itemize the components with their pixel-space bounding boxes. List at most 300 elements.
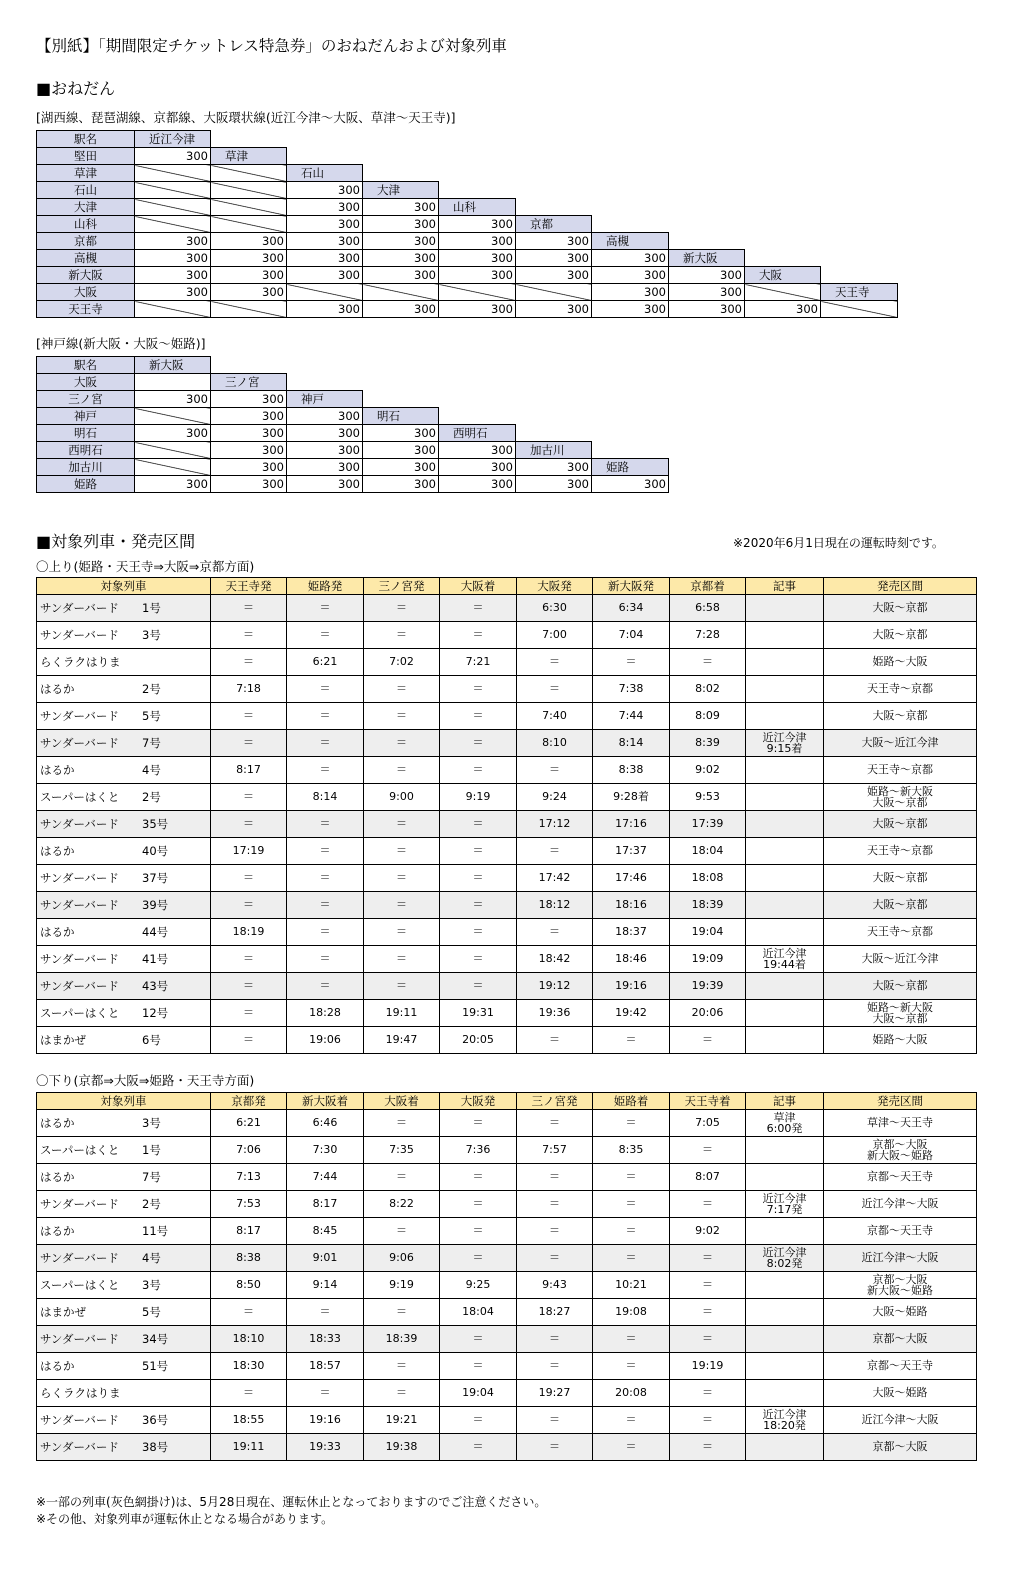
station-name: 新大阪 [37,267,135,284]
footnote-1: ※一部の列車(灰色網掛け)は、5月28日現在、運転休止となっておりますのでご注意ください。 [36,1495,547,1509]
sale-section-line: 大阪～京都 [872,601,928,615]
train-name: サンダーバード [40,1413,119,1427]
empty-cell [592,357,669,374]
fare-value: 300 [135,425,211,442]
time-cell: 19:04 [670,919,746,946]
station-name: 山科 [37,216,135,233]
train-row [37,838,977,865]
fare-value: 300 [211,459,287,476]
time-cell: ＝ [440,1245,517,1272]
empty-cell [516,182,592,199]
time-cell: ＝ [593,1164,670,1191]
train-name: サンダーバード [40,1332,119,1346]
sale-section-line: 天王寺～京都 [867,844,933,858]
empty-cell [821,182,898,199]
train-name: サンダーバード [40,1251,119,1265]
train-cell [37,892,211,919]
sale-section-line: 近江今津～大阪 [861,1197,939,1211]
empty-cell [287,374,363,391]
note-cell [746,1027,824,1054]
note-cell [746,838,824,865]
sale-section-line: 大阪～京都 [872,817,928,831]
station-name: 天王寺 [821,284,898,301]
sale-section-cell [824,919,977,946]
time-cell: ＝ [440,946,517,973]
train-row [37,865,977,892]
column-header: 京都発 [211,1093,287,1110]
empty-cell [363,374,439,391]
fare-value: 300 [592,301,669,318]
column-header: 記事 [746,578,824,595]
document-title: 【別紙】「期間限定チケットレス特急券」のおねだんおよび対象列車 [36,37,507,55]
sale-section-cell [824,622,977,649]
time-cell: 7:04 [593,622,670,649]
empty-cell [516,374,592,391]
time-cell: ＝ [440,865,517,892]
fare-value: 300 [363,199,439,216]
train-cell [37,676,211,703]
fare-value: 300 [135,391,211,408]
time-cell: 9:43 [517,1272,593,1299]
time-cell: ＝ [364,892,440,919]
train-name: サンダーバード [40,898,119,912]
time-cell: 8:17 [287,1191,364,1218]
time-cell: ＝ [287,730,364,757]
time-cell: 7:18 [211,676,287,703]
station-name: 高槻 [37,250,135,267]
train-row [37,1272,977,1299]
time-cell: 19:16 [593,973,670,1000]
time-cell: ＝ [670,1326,746,1353]
fare-value: 300 [211,267,287,284]
column-header: 発売区間 [824,1093,977,1110]
empty-cell [745,250,821,267]
sale-section-cell [824,676,977,703]
train-cell [37,919,211,946]
train-cell [37,811,211,838]
time-cell: ＝ [287,676,364,703]
note-cell [746,703,824,730]
time-cell: 7:21 [440,649,517,676]
train-row [37,649,977,676]
sale-section-cell [824,1218,977,1245]
not-applicable-cell [211,301,287,318]
empty-cell [516,199,592,216]
fare-value: 300 [439,250,516,267]
fare-value: 300 [592,250,669,267]
note-cell [746,1191,824,1218]
station-name: 大阪 [745,267,821,284]
note-cell [746,757,824,784]
time-cell: 18:39 [670,892,746,919]
empty-cell [669,131,745,148]
time-cell: ＝ [517,1191,593,1218]
train-number: 4号 [142,1251,161,1265]
train-row [37,784,977,811]
train-name: サンダーバード [40,709,119,723]
time-cell: 8:38 [593,757,670,784]
train-number: 34号 [142,1332,169,1346]
sale-section-cell [824,865,977,892]
train-row [37,676,977,703]
note-cell [746,1407,824,1434]
empty-cell [745,216,821,233]
fare-value: 300 [363,216,439,233]
note-cell [746,1353,824,1380]
fare-value: 300 [287,199,363,216]
empty-cell [516,148,592,165]
fare-value: 300 [211,476,287,493]
empty-cell [821,199,898,216]
train-name: スーパーはくと [40,1278,120,1292]
not-applicable-cell [363,284,439,301]
train-cell [37,649,211,676]
fare-value: 300 [516,301,592,318]
fare-value [135,374,211,391]
sale-section-cell [824,1326,977,1353]
fare-value: 300 [287,459,363,476]
empty-cell [592,148,669,165]
empty-cell [516,357,592,374]
time-cell: 19:16 [287,1407,364,1434]
time-cell: ＝ [287,865,364,892]
note-cell [746,1164,824,1191]
sale-section-line: 大阪～京都 [872,628,928,642]
time-cell: ＝ [211,622,287,649]
empty-cell [669,182,745,199]
time-cell: ＝ [211,703,287,730]
train-cell [37,784,211,811]
time-cell: 10:21 [593,1272,670,1299]
note-line: 近江今津 [762,730,807,744]
sale-section-line: 京都～天王寺 [867,1170,933,1184]
station-name: 大津 [363,182,439,199]
train-name: はるか [40,925,75,939]
sale-section-line: 近江今津～大阪 [861,1413,939,1427]
sale-section-cell [824,1299,977,1326]
time-cell: ＝ [593,1353,670,1380]
down-caption: 〇下り(京都⇒大阪⇒姫路・天王寺方面) [36,1073,255,1088]
not-applicable-cell [211,199,287,216]
note-cell [746,1434,824,1461]
time-cell: 7:02 [364,649,440,676]
fare-row [37,425,669,442]
empty-cell [592,408,669,425]
time-cell: ＝ [364,1380,440,1407]
fare-value: 300 [516,233,592,250]
time-cell: 17:39 [670,811,746,838]
sale-section-cell [824,784,977,811]
train-name: はるか [40,763,75,777]
column-header: 天王寺着 [670,1093,746,1110]
sale-section-line: 大阪～京都 [872,1012,928,1025]
not-applicable-cell [287,284,363,301]
time-cell: 19:06 [287,1027,364,1054]
not-applicable-cell [135,408,211,425]
note-cell [746,919,824,946]
time-cell: ＝ [440,1353,517,1380]
time-cell: 7:40 [517,703,593,730]
train-name: らくラクはりま [40,1386,121,1400]
train-row [37,622,977,649]
fare-value: 300 [287,408,363,425]
column-header: 三ノ宮発 [517,1093,593,1110]
train-name: サンダーバード [40,817,119,831]
time-cell: ＝ [287,973,364,1000]
time-cell: ＝ [287,919,364,946]
sale-section-line: 京都～大阪 [872,1440,928,1454]
train-cell [37,1299,211,1326]
time-cell: 8:14 [287,784,364,811]
time-cell: ＝ [287,757,364,784]
train-row [37,1000,977,1027]
time-cell: ＝ [211,649,287,676]
train-cell [37,703,211,730]
time-cell: 9:19 [440,784,517,811]
time-cell: ＝ [211,811,287,838]
time-cell: ＝ [364,703,440,730]
fare-row [37,476,669,493]
train-row [37,1137,977,1164]
time-cell: ＝ [670,1027,746,1054]
train-row [37,892,977,919]
not-applicable-cell [135,165,211,182]
note-cell [746,676,824,703]
empty-cell [821,165,898,182]
station-name: 西明石 [439,425,516,442]
fare-row [37,442,669,459]
fare-value: 300 [287,425,363,442]
fare-table-2-caption: [神戸線(新大阪・大阪～姫路)] [36,336,206,351]
train-cell [37,1027,211,1054]
time-cell: 9:14 [287,1272,364,1299]
fare-row [37,250,898,267]
time-cell: ＝ [593,1434,670,1461]
station-name: 近江今津 [135,131,211,148]
train-cell [37,1218,211,1245]
fare-value: 300 [363,459,439,476]
fare-value: 300 [516,459,592,476]
fare-value: 300 [287,442,363,459]
train-row [37,703,977,730]
fare-row [37,301,898,318]
train-number: 4号 [142,763,161,777]
empty-cell [439,408,516,425]
fare-value: 300 [363,476,439,493]
time-cell: 6:34 [593,595,670,622]
train-number: 11号 [142,1224,169,1238]
note-cell [746,1137,824,1164]
time-cell: 7:00 [517,622,593,649]
not-applicable-cell [211,216,287,233]
fare-value: 300 [439,476,516,493]
sale-section-line: 京都～天王寺 [867,1359,933,1373]
train-cell [37,1137,211,1164]
station-name: 加古川 [516,442,592,459]
time-cell: 18:28 [287,1000,364,1027]
train-row [37,919,977,946]
note-line: 6:00発 [766,1122,803,1135]
note-line: 近江今津 [762,1245,807,1259]
sale-section-line: 京都～大阪 [872,1332,928,1346]
not-applicable-cell [211,165,287,182]
train-name: サンダーバード [40,871,119,885]
time-cell: ＝ [440,973,517,1000]
time-cell: 19:21 [364,1407,440,1434]
empty-cell [516,131,592,148]
time-cell: ＝ [364,1110,440,1137]
up-caption: 〇上り(姫路・天王寺⇒大阪⇒京都方面) [36,559,255,574]
sale-section-cell [824,1434,977,1461]
station-name: 明石 [37,425,135,442]
fares-heading: ■おねだん [36,79,116,98]
header-row [37,578,977,595]
time-cell: ＝ [364,838,440,865]
sale-section-line: 大阪～京都 [872,871,928,885]
empty-cell [592,182,669,199]
time-cell: 17:16 [593,811,670,838]
train-number: 7号 [142,736,161,750]
fare-value: 300 [287,476,363,493]
sale-section-cell [824,892,977,919]
time-cell: ＝ [440,838,517,865]
time-cell: ＝ [670,1407,746,1434]
train-row [37,1299,977,1326]
station-name: 大阪 [37,374,135,391]
time-cell: ＝ [670,1272,746,1299]
train-number: 36号 [142,1413,169,1427]
time-cell: ＝ [517,1326,593,1353]
time-cell: ＝ [364,973,440,1000]
time-cell: 19:33 [287,1434,364,1461]
fare-value: 300 [363,233,439,250]
time-cell: ＝ [440,811,517,838]
sale-section-cell [824,1164,977,1191]
train-row [37,1245,977,1272]
empty-cell [669,233,745,250]
sale-section-cell [824,1245,977,1272]
sale-section-line: 大阪～姫路 [872,1386,928,1400]
fare-value: 300 [135,250,211,267]
sale-section-cell [824,946,977,973]
fare-value: 300 [439,459,516,476]
note-cell [746,892,824,919]
empty-cell [821,233,898,250]
sale-section-line: 京都～大阪 [872,1272,928,1286]
column-header: 姫路発 [287,578,364,595]
time-cell: ＝ [670,1245,746,1272]
train-cell [37,730,211,757]
fare-row [37,267,898,284]
fare-value: 300 [363,425,439,442]
time-cell: ＝ [440,1191,517,1218]
time-cell: ＝ [211,784,287,811]
train-cell [37,1000,211,1027]
fare-value: 300 [363,442,439,459]
empty-cell [363,357,439,374]
time-cell: ＝ [287,1299,364,1326]
time-cell: ＝ [517,919,593,946]
sale-section-cell [824,757,977,784]
train-number: 2号 [142,1197,161,1211]
fare-value: 300 [211,442,287,459]
note-line: 18:20発 [763,1419,806,1432]
train-name: スーパーはくと [40,1143,120,1157]
time-cell: 18:57 [287,1353,364,1380]
station-name: 堅田 [37,148,135,165]
time-cell: ＝ [287,1380,364,1407]
empty-cell [287,131,363,148]
time-cell: ＝ [670,1137,746,1164]
note-line: 近江今津 [762,1407,807,1421]
time-cell: 7:36 [440,1137,517,1164]
empty-cell [821,250,898,267]
train-number: 3号 [142,628,161,642]
train-number: 38号 [142,1440,169,1454]
time-cell: 18:12 [517,892,593,919]
train-number: 12号 [142,1006,169,1020]
train-cell [37,1164,211,1191]
note-cell [746,946,824,973]
note-line: 19:44着 [763,958,806,971]
train-row [37,1407,977,1434]
time-cell: ＝ [211,1380,287,1407]
time-cell: ＝ [440,595,517,622]
fare-value: 300 [211,233,287,250]
train-row [37,811,977,838]
time-cell: 18:39 [364,1326,440,1353]
empty-cell [592,442,669,459]
train-number: 51号 [142,1359,169,1373]
time-cell: ＝ [517,1110,593,1137]
time-cell: ＝ [364,1299,440,1326]
time-cell: ＝ [440,919,517,946]
fare-row [37,216,898,233]
time-cell: 6:30 [517,595,593,622]
fare-value: 300 [439,216,516,233]
not-applicable-cell [135,301,211,318]
empty-cell [669,165,745,182]
time-cell: ＝ [364,946,440,973]
time-cell: 9:06 [364,1245,440,1272]
train-number: 7号 [142,1170,161,1184]
time-cell: ＝ [364,811,440,838]
time-cell: ＝ [364,1218,440,1245]
time-cell: ＝ [364,595,440,622]
time-cell: 7:53 [211,1191,287,1218]
station-name: 山科 [439,199,516,216]
time-cell: ＝ [364,1164,440,1191]
empty-cell [516,165,592,182]
time-cell: 20:08 [593,1380,670,1407]
header-row [37,1093,977,1110]
column-header: 大阪発 [517,578,593,595]
note-line: 8:02発 [766,1257,803,1270]
sale-section-line: 新大阪～姫路 [867,1284,933,1297]
time-cell: 19:09 [670,946,746,973]
train-name: はまかぜ [40,1033,86,1047]
empty-cell [592,374,669,391]
train-row [37,1326,977,1353]
time-cell: ＝ [211,1027,287,1054]
time-cell: 20:06 [670,1000,746,1027]
train-name: サンダーバード [40,1197,119,1211]
time-cell: ＝ [440,1407,517,1434]
time-cell: 9:28着 [593,784,670,811]
empty-cell [745,182,821,199]
train-number: 39号 [142,898,169,912]
station-name: 石山 [287,165,363,182]
